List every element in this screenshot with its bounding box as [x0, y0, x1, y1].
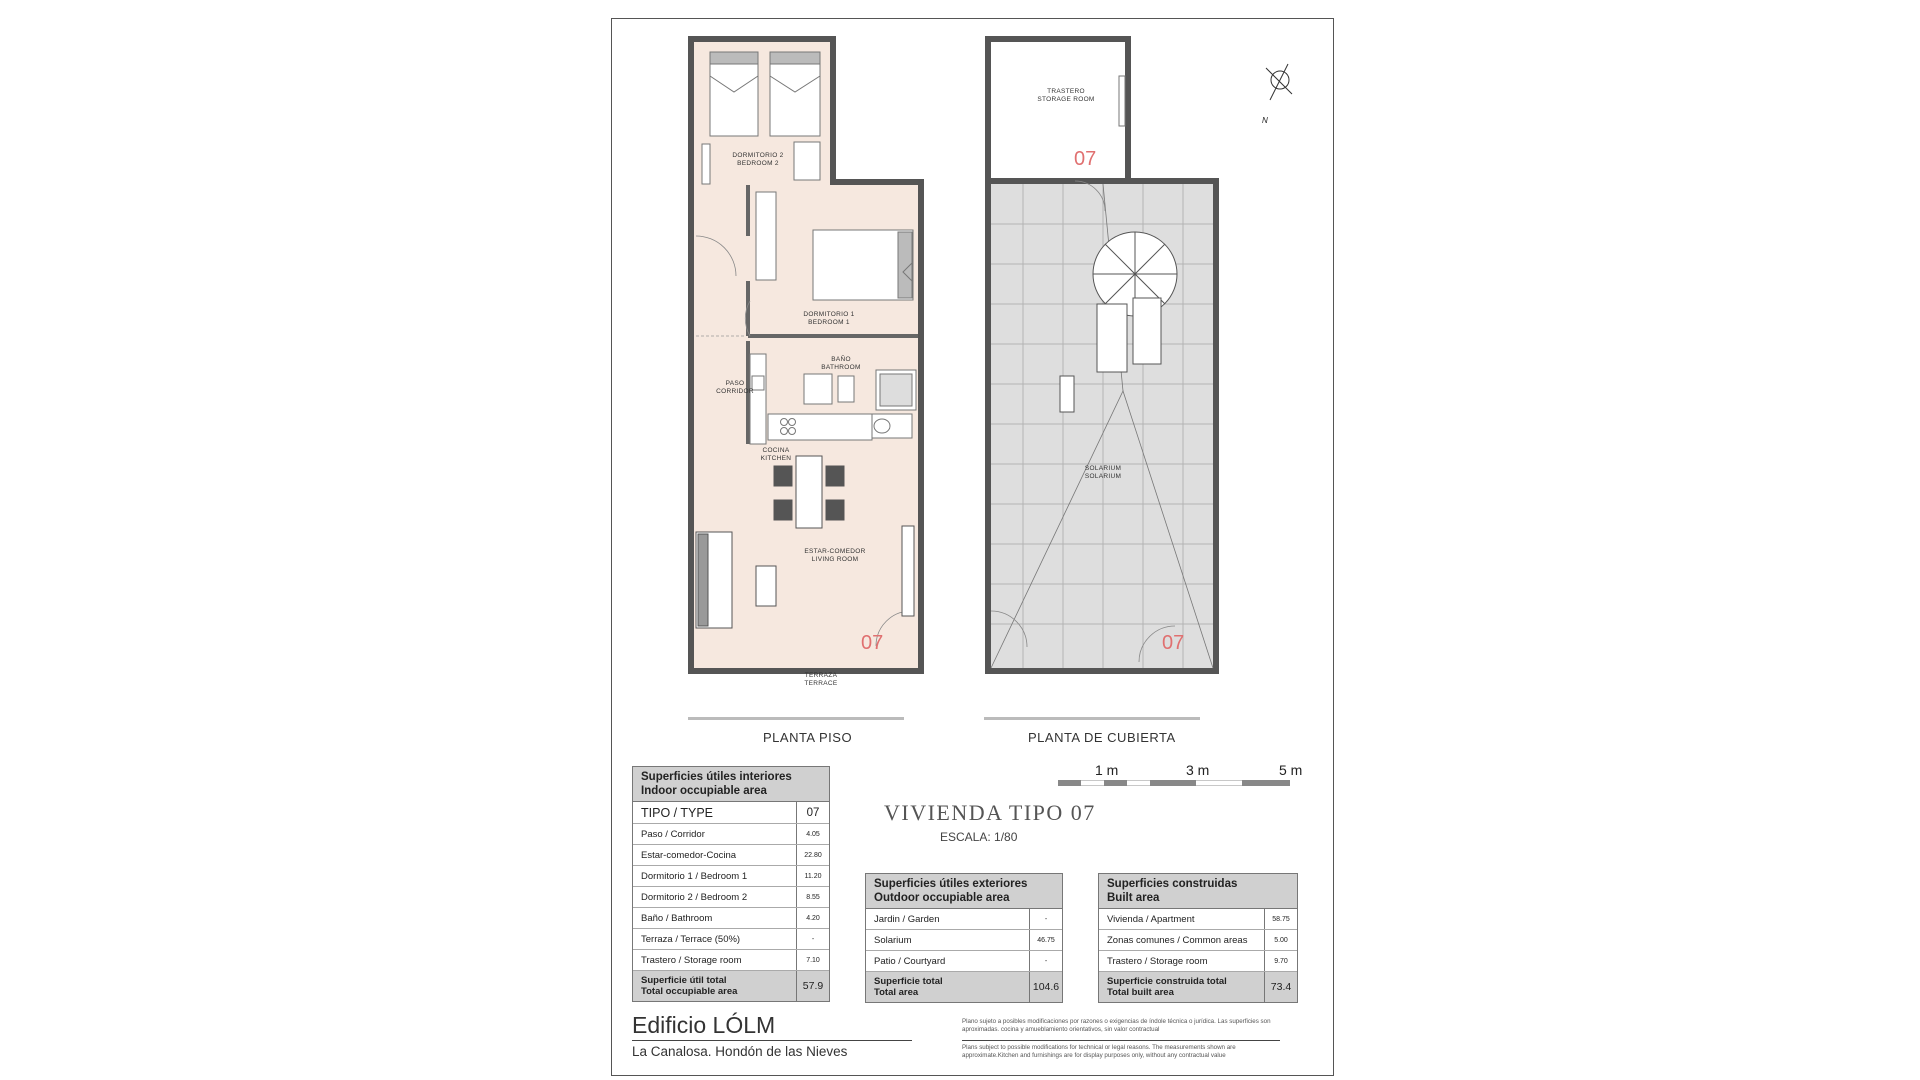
floor-unit-mark: 07	[861, 632, 884, 654]
outdoor-area-table	[865, 873, 1063, 1003]
table-row: Dormitorio 2 / Bedroom 2 8.55	[633, 887, 829, 908]
roof-plan-caption: PLANTA DE CUBIERTA	[1028, 730, 1176, 745]
footer-rule	[632, 1040, 912, 1041]
table-row: Trastero / Storage room 7.10	[633, 950, 829, 971]
room-label-solarium: SOLARIUM SOLARIUM	[1084, 465, 1122, 480]
built-table-header: Superficies construidas Built area	[1099, 874, 1297, 909]
north-label: N	[1262, 116, 1268, 125]
roof-plan-baseline	[984, 717, 1200, 720]
scale-bar-label-3m: 3 m	[1186, 762, 1210, 778]
floor-plan-caption: PLANTA PISO	[763, 730, 853, 745]
table-total-row: Superficie construida total Total built area 73.4	[1099, 972, 1297, 1002]
scale-bar-label-1m: 1 m	[1095, 762, 1119, 778]
table-row: Paso / Corridor 4.05	[633, 824, 829, 845]
dwelling-title: VIVIENDA TIPO 07	[884, 800, 1096, 825]
table-row: Vivienda / Apartment 58.75	[1099, 909, 1297, 930]
table-row: Patio / Courtyard -	[866, 951, 1062, 972]
north-arrow-icon	[1258, 62, 1302, 118]
indoor-area-table	[632, 766, 830, 1002]
roof-solarium-unit-mark: 07	[1162, 632, 1185, 654]
room-label-storage: TRASTERO STORAGE ROOM	[1037, 88, 1095, 103]
room-label-terrace: TERRAZA TERRACE	[804, 672, 838, 687]
room-label-kitchen: COCINA KITCHEN	[760, 447, 792, 462]
table-row: Dormitorio 1 / Bedroom 1 11.20	[633, 866, 829, 887]
table-row: Jardin / Garden -	[866, 909, 1062, 930]
footer-divider	[962, 1040, 1280, 1041]
table-row: Solarium 46.75	[866, 930, 1062, 951]
room-label-bedroom-1: DORMITORIO 1 BEDROOM 1	[803, 311, 855, 326]
room-label-bathroom: BAÑO BATHROOM	[821, 356, 861, 371]
table-row: Terraza / Terrace (50%) -	[633, 929, 829, 950]
table-total-row: Superficie útil total Total occupiable area 57.9	[633, 971, 829, 1001]
table-row: Zonas comunes / Common areas 5.00	[1099, 930, 1297, 951]
roof-storage-unit-mark: 07	[1074, 148, 1097, 170]
scale-bar	[1058, 780, 1290, 786]
table-total-row: Superficie total Total area 104.6	[866, 972, 1062, 1002]
disclaimer-english: Plans subject to possible modifications for technical or legal reasons. The measurements shown are approximate.Kitchen and furnishings are for display purposes only, without any contractual value	[962, 1044, 1236, 1059]
indoor-table-header: Superficies útiles interiores Indoor occupiable area	[633, 767, 829, 802]
table-row: Trastero / Storage room 9.70	[1099, 951, 1297, 972]
building-location: La Canalosa. Hondón de las Nieves	[632, 1044, 848, 1059]
disclaimer-spanish: Plano sujeto a posibles modificaciones por razones o exigencias de índole técnica o jurídica. Las superficies son aproximadas. cocina y amueblamiento orientativos, sin valor contractual	[962, 1018, 1271, 1033]
floor-plan-drawing	[688, 36, 928, 686]
room-label-living-room: ESTAR-COMEDOR LIVING ROOM	[804, 548, 866, 563]
scale-bar-label-5m: 5 m	[1279, 762, 1303, 778]
outdoor-table-header: Superficies útiles exteriores Outdoor occupiable area	[866, 874, 1062, 909]
room-label-corridor: PASO CORRIDOR	[716, 380, 754, 395]
dwelling-scale: ESCALA: 1/80	[940, 830, 1018, 844]
table-row: Estar-comedor-Cocina 22.80	[633, 845, 829, 866]
room-label-bedroom-2: DORMITORIO 2 BEDROOM 2	[732, 152, 784, 167]
roof-plan-drawing	[985, 36, 1220, 676]
table-row: Baño / Bathroom 4.20	[633, 908, 829, 929]
floor-plan-baseline	[688, 717, 904, 720]
building-name: Edificio LÓLM	[632, 1012, 776, 1038]
built-area-table	[1098, 873, 1298, 1003]
table-row: TIPO / TYPE 07	[633, 802, 829, 824]
